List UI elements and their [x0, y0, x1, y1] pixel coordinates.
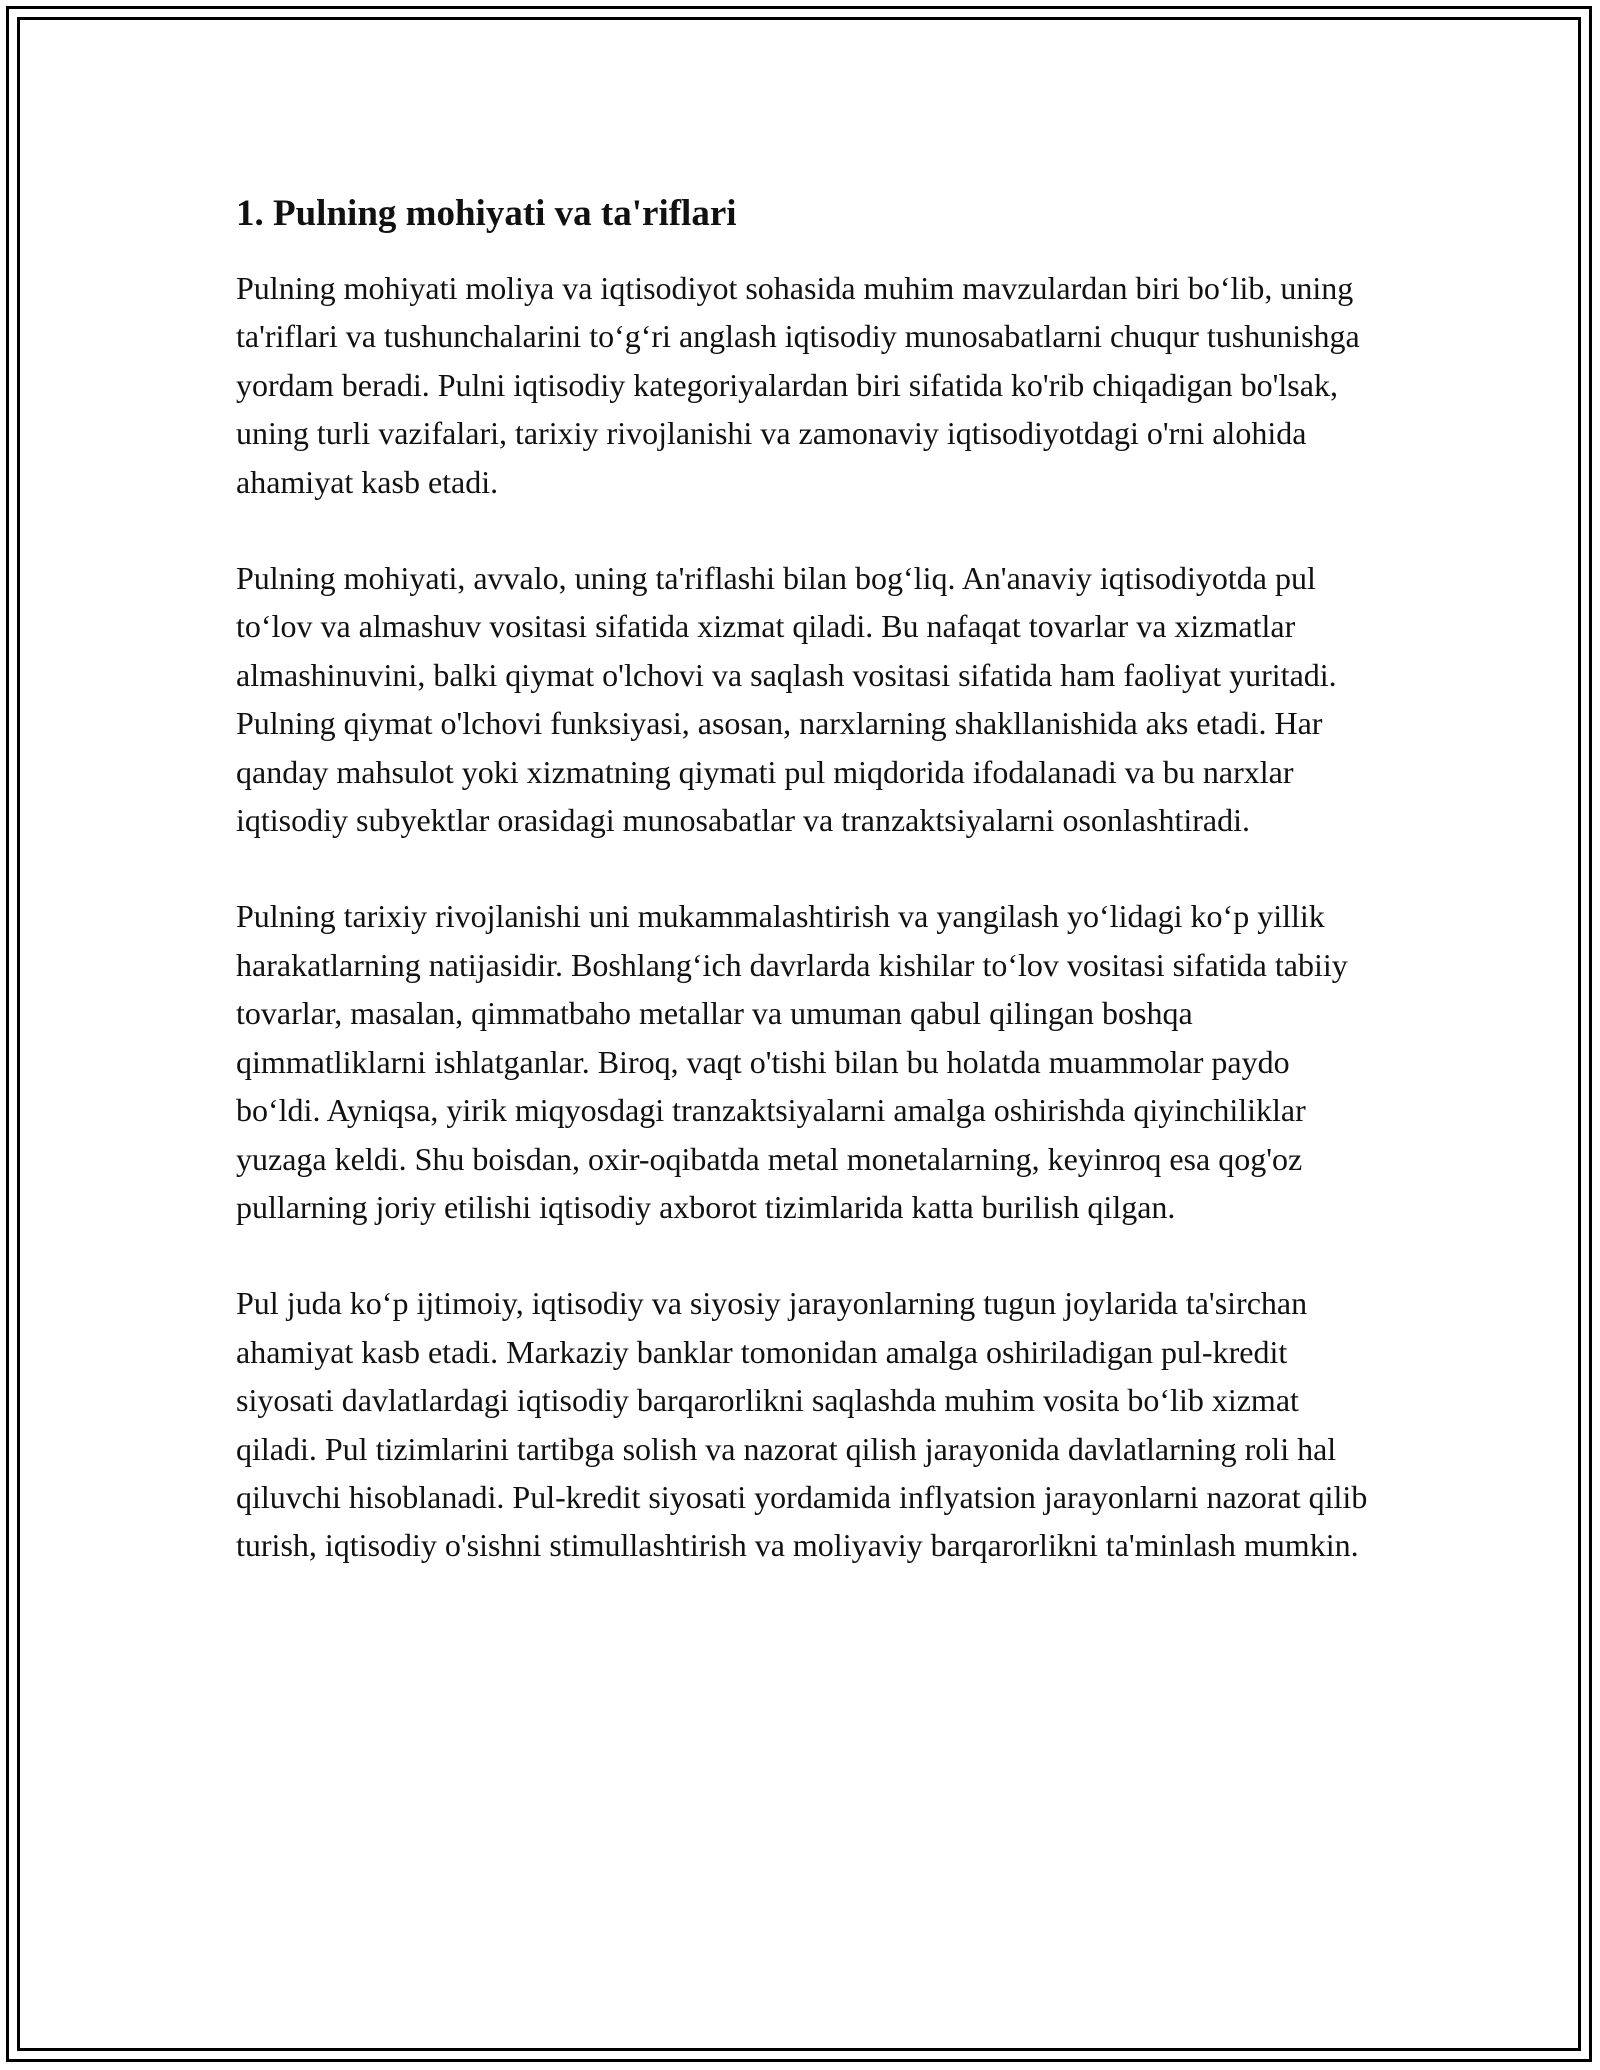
- paragraph-1: Pulning mohiyati moliya va iqtisodiyot sohasida muhim mavzulardan biri bo‘lib, uning ta'riflari va tushunchalarini to‘g‘ri anglash iqtisodiy munosabatlarni chuqur tushunishga yordam beradi. Pulni iqtisodiy kategoriyalardan biri sifatida ko'rib chiqadigan bo'lsak, uning turli vazifalari, tarixiy rivojlanishi va zamonaviy iqtisodiyotdagi o'rni alohida ahamiyat kasb etadi.: [236, 270, 1360, 500]
- paragraph-4: Pul juda ko‘p ijtimoiy, iqtisodiy va siyosiy jarayonlarning tugun joylarida ta'sirchan ahamiyat kasb etadi. Markaziy banklar tomonidan amalga oshiriladigan pul-kredit siyosati davlatlardagi iqtisodiy barqarorlikni saqlashda muhim vosita bo‘lib xizmat qiladi. Pul tizimlarini tartibga solish va nazorat qilish jarayonida davlatlarning roli hal qiluvchi hisoblanadi. Pul-kredit siyosati yordamida inflyatsion jarayonlarni nazorat qilib turish, iqtisodiy o'sishni stimullashtirish va moliyaviy barqarorlikni ta'minlash mumkin.: [236, 1285, 1368, 1564]
- paragraph-3: Pulning tarixiy rivojlanishi uni mukammalashtirish va yangilash yo‘lidagi ko‘p yillik harakatlarning natijasidir. Boshlang‘ich davrlarda kishilar to‘lov vositasi sifatida tabiiy tovarlar, masalan, qimmatbaho metallar va umuman qabul qilingan boshqa qimmatliklarni ishlatganlar. Biroq, vaqt o'tishi bilan bu holatda muammolar paydo bo‘ldi. Ayniqsa, yirik miqyosdagi tranzaktsiyalarni amalga oshirishda qiyinchiliklar yuzaga keldi. Shu boisdan, oxir-oqibatda metal monetalarning, keyinroq esa qog'oz pullarning joriy etilishi iqtisodiy axborot tizimlarida katta burilish qilgan.: [236, 898, 1348, 1225]
- document-body: [236, 186, 1376, 1618]
- paragraph-2: Pulning mohiyati, avvalo, uning ta'riflashi bilan bog‘liq. An'anaviy iqtisodiyotda pul to‘lov va almashuv vositasi sifatida xizmat qiladi. Bu nafaqat tovarlar va xizmatlar almashinuvini, balki qiymat o'lchovi va saqlash vositasi sifatida ham faoliyat yuritadi. Pulning qiymat o'lchovi funksiyasi, asosan, narxlarning shakllanishida aks etadi. Har qanday mahsulot yoki xizmatning qiymati pul miqdorida ifodalanadi va bu narxlar iqtisodiy subyektlar orasidagi munosabatlar va tranzaktsiyalarni osonlashtiradi.: [236, 560, 1337, 839]
- section-heading: 1. Pulning mohiyati va ta'riflari: [236, 193, 737, 234]
